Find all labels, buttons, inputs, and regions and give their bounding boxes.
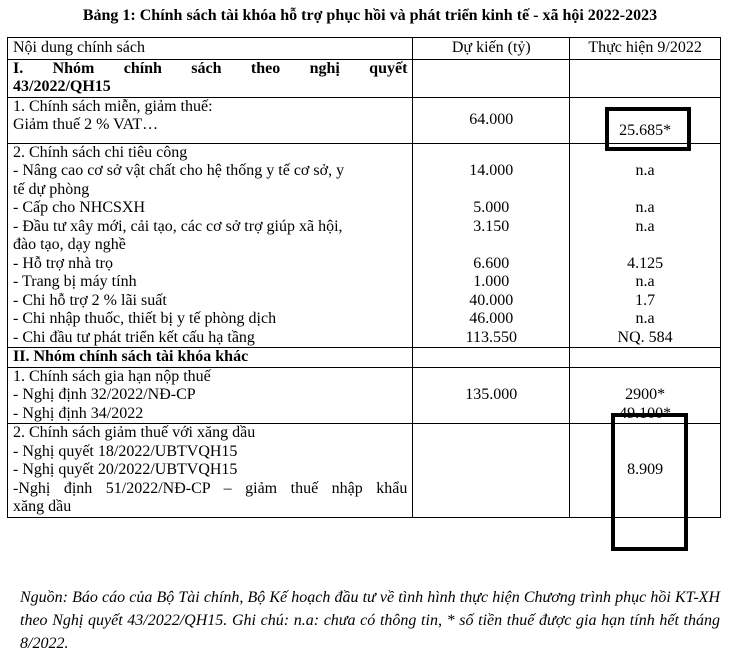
section-1-label [8, 59, 413, 97]
source-note: Nguồn: Báo cáo của Bộ Tài chính, Bộ Kế hoạch đầu tư về tình hình thực hiện Chương trình phục hồi KT-XH theo Nghị quyết 43/2022/QH15. Ghi chú: n.a: chưa có thông tin, * số tiền thuế được gia hạn tính hết tháng 8/2022. [20, 589, 720, 652]
header-row [8, 38, 721, 60]
s1-policy1-actual: 25.685* [570, 97, 721, 143]
s2-policy1-planned: 135.000 [413, 367, 570, 424]
s1-policy2-actual: n.a n.a n.a 4.125 n.a 1.7 n.a NQ. 584 [570, 143, 721, 348]
s1-policy1-planned: 64.000 [413, 97, 570, 143]
section-1-row [8, 59, 721, 97]
s1-policy2-planned: 14.000 5.000 3.150 6.600 1.000 40.000 46.000 113.550 [413, 143, 570, 348]
section-2-label: II. Nhóm chính sách tài khóa khác [8, 348, 413, 368]
header-actual: Thực hiện 9/2022 [570, 38, 721, 60]
s1-policy2-label: 2. Chính sách chi tiêu công - Nâng cao cơ sở vật chất cho hệ thống y tế cơ sở, y tế dự phòng - Cấp cho NHCSXH - Đầu tư xây mới, cải tạo, các cơ sở trợ giúp xã hội, đào tạo, dạy nghề - Hỗ trợ nhà trọ - Trang bị máy tính - Chi hỗ trợ 2 % lãi suất - Chi nhập thuốc, thiết bị y tế phòng dịch - Chi đầu tư phát triển kết cấu hạ tầng [8, 143, 413, 348]
section-2-row [8, 348, 721, 368]
s2-policy2-label: 2. Chính sách giảm thuế với xăng dầu - Nghị quyết 18/2022/UBTVQH15 - Nghị quyết 20/2022/UBTVQH15 -Nghị định 51/2022/NĐ-CP – giảm thuế nhập khẩu xăng dầu [8, 424, 413, 518]
section-1-line1: I. Nhóm chính sách theo nghị quyết [13, 59, 408, 77]
section-1-line2: 43/2022/QH15 [13, 78, 111, 95]
highlight-box-tax-extension-fuel [611, 413, 688, 551]
table-title: Bảng 1: Chính sách tài khóa hỗ trợ phục hồi và phát triển kinh tế - xã hội 2022-2023 [82, 7, 658, 24]
highlight-box-tax-reduction [605, 107, 691, 151]
s1-policy1-label: 1. Chính sách miễn, giảm thuế: Giảm thuế 2 % VAT… [8, 97, 413, 143]
header-planned: Dự kiến (tỷ) [413, 38, 570, 60]
s2-policy1-label: 1. Chính sách gia hạn nộp thuế - Nghị định 32/2022/NĐ-CP - Nghị định 34/2022 [8, 367, 413, 424]
s2-policy1-actual: 2900* 49.100* [570, 367, 721, 424]
header-policy-content: Nội dung chính sách [8, 38, 413, 60]
s1-policy2-row [8, 143, 721, 348]
s2-policy2-actual: 8.909 [570, 424, 721, 518]
